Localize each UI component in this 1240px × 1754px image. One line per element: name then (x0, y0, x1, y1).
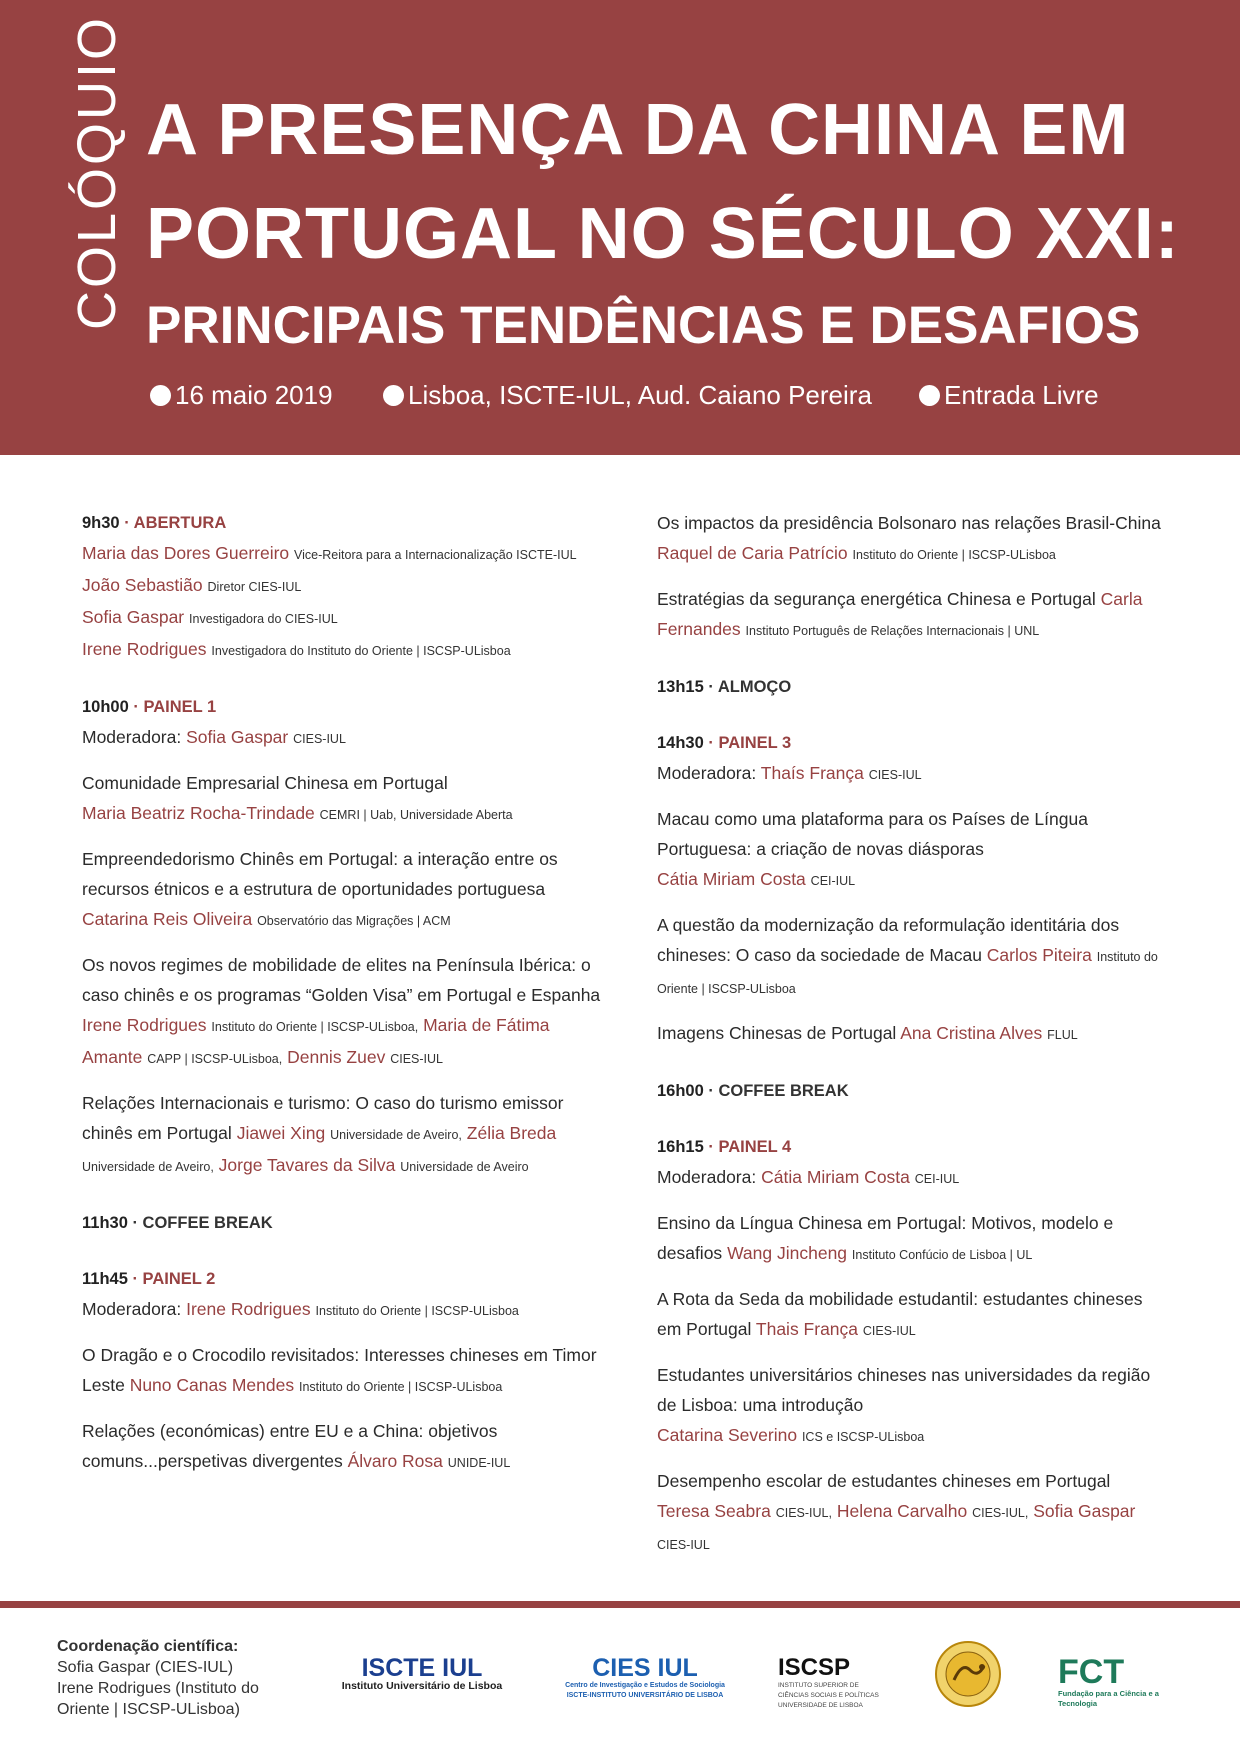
section-painel-1: 10h00 · PAINEL 1 (82, 698, 217, 716)
talk-item: Relações Internacionais e turismo: O caso do turismo emissor chinês em Portugal Jiawei Xing Universidade de Aveiro, Zélia Breda Universidade de Aveiro, Jorge Tavares da Silva Universidade de Aveiro (82, 1093, 564, 1175)
fct-logo: FCT Fundação para a Ciência e a Tecnologia (1058, 1653, 1159, 1708)
talk-item: A Rota da Seda da mobilidade estudantil: estudantes chineses em Portugal Thais França CIES-IUL (657, 1289, 1143, 1339)
iscte-iul-logo: ISCTE IUL Instituto Universitário de Lisboa (341, 1654, 503, 1692)
kicker-coloquio: COLÓQUIO (67, 14, 127, 330)
talk-item: Empreendedorismo Chinês em Portugal: a interação entre os recursos étnicos e a estrutura de oportunidades portuguesa Catarina Reis Oliveira Observatório das Migrações | ACM (82, 849, 558, 929)
section-almoco: 13h15 · ALMOÇO (657, 678, 792, 696)
section-coffee-break-1: 11h30 · COFFEE BREAK (82, 1214, 273, 1232)
talk-item: O Dragão e o Crocodilo revisitados: Interesses chineses em Timor Leste Nuno Canas Mendes Instituto do Oriente | ISCSP-ULisboa (82, 1345, 597, 1395)
moderator: Moderadora: Sofia Gaspar CIES-IUL (82, 727, 346, 747)
program-left-column (82, 508, 602, 1478)
scientific-coordination: Coordenação científica: Sofia Gaspar (CIES-IUL) Irene Rodrigues (Instituto do Oriente | ISCSP-ULisboa) (57, 1638, 259, 1718)
talk-item: Relações (económicas) entre EU e a China: objetivos comuns...perspetivas divergentes Álvaro Rosa UNIDE-IUL (82, 1421, 511, 1471)
talk-item: Estudantes universitários chineses nas universidades da região de Lisboa: uma introdução Catarina Severino ICS e ISCSP-ULisboa (657, 1365, 1151, 1445)
speaker: João Sebastião Diretor CIES-IUL (82, 575, 302, 595)
section-abertura: 9h30 · ABERTURA (82, 514, 227, 532)
section-painel-2: 11h45 · PAINEL 2 (82, 1270, 216, 1288)
bullet-dot-icon (150, 385, 171, 406)
talk-item: Macau como uma plataforma para os Países de Língua Portuguesa: a criação de novas diásporas Cátia Miriam Costa CEI-IUL (657, 809, 1088, 889)
moderator: Moderadora: Irene Rodrigues Instituto do Oriente | ISCSP-ULisboa (82, 1299, 519, 1319)
talk-item: Ensino da Língua Chinesa em Portugal: Motivos, modelo e desafios Wang Jincheng Instituto Confúcio de Lisboa | UL (657, 1213, 1114, 1263)
speaker: Sofia Gaspar Investigadora do CIES-IUL (82, 607, 338, 627)
footer-divider (0, 1601, 1240, 1608)
section-coffee-break-2: 16h00 · COFFEE BREAK (657, 1082, 849, 1100)
speaker: Maria das Dores Guerreiro Vice-Reitora para a Internacionalização ISCTE-IUL (82, 543, 577, 563)
bullet-dot-icon (383, 385, 404, 406)
instituto-oriente-logo (934, 1640, 1002, 1713)
title-line-1: A PRESENÇA DA CHINA EM (146, 90, 1130, 170)
talk-item: Desempenho escolar de estudantes chineses em Portugal Teresa Seabra CIES-IUL, Helena Carvalho CIES-IUL, Sofia Gaspar CIES-IUL (657, 1471, 1136, 1552)
header-banner (0, 0, 1240, 455)
cies-iul-logo: CIES IUL Centro de Investigação e Estudos de Sociologia ISCTE-INSTITUTO UNIVERSITÁRIO DE LISBOA (565, 1654, 725, 1699)
talk-item: Comunidade Empresarial Chinesa em Portugal Maria Beatriz Rocha-Trindade CEMRI | Uab, Universidade Aberta (82, 773, 513, 823)
talk-item: Os impactos da presidência Bolsonaro nas relações Brasil-China Raquel de Caria Patrício Instituto do Oriente | ISCSP-ULisboa (657, 513, 1161, 563)
bullet-dot-icon (919, 385, 940, 406)
talk-item: Os novos regimes de mobilidade de elites na Península Ibérica: o caso chinês e os programas “Golden Visa” em Portugal e Espanha Irene Rodrigues Instituto do Oriente | ISCSP-ULisboa, Maria de Fátima Amante CAPP | ISCSP-ULisboa, Dennis Zuev CIES-IUL (82, 955, 601, 1067)
iscsp-logo: ISCSP INSTITUTO SUPERIOR DE CIÊNCIAS SOCIAIS E POLÍTICAS UNIVERSIDADE DE LISBOA (778, 1654, 879, 1709)
section-painel-3: 14h30 · PAINEL 3 (657, 734, 792, 752)
moderator: Moderadora: Cátia Miriam Costa CEI-IUL (657, 1167, 960, 1187)
title-line-2: PORTUGAL NO SÉCULO XXI: (146, 194, 1180, 274)
info-date: 16 maio 2019 (150, 380, 333, 411)
event-title (146, 78, 1180, 366)
talk-item: A questão da modernização da reformulação identitária dos chineses: O caso da sociedade de Macau Carlos Piteira Instituto do Oriente | ISCSP-ULisboa (657, 915, 1158, 996)
talk-item: Estratégias da segurança energética Chinesa e Portugal Carla Fernandes Instituto Português de Relações Internacionais | UNL (657, 589, 1143, 639)
title-line-3: PRINCIPAIS TENDÊNCIAS E DESAFIOS (146, 296, 1141, 355)
info-entry: Entrada Livre (919, 380, 1099, 411)
info-location: Lisboa, ISCTE-IUL, Aud. Caiano Pereira (383, 380, 872, 411)
speaker: Irene Rodrigues Investigadora do Instituto do Oriente | ISCSP-ULisboa (82, 639, 511, 659)
instituto-oriente-seal-icon (934, 1640, 1002, 1708)
moderator: Moderadora: Thaís França CIES-IUL (657, 763, 922, 783)
talk-item: Imagens Chinesas de Portugal Ana Cristina Alves FLUL (657, 1023, 1078, 1043)
section-painel-4: 16h15 · PAINEL 4 (657, 1138, 792, 1156)
program-right-column (657, 508, 1167, 1560)
